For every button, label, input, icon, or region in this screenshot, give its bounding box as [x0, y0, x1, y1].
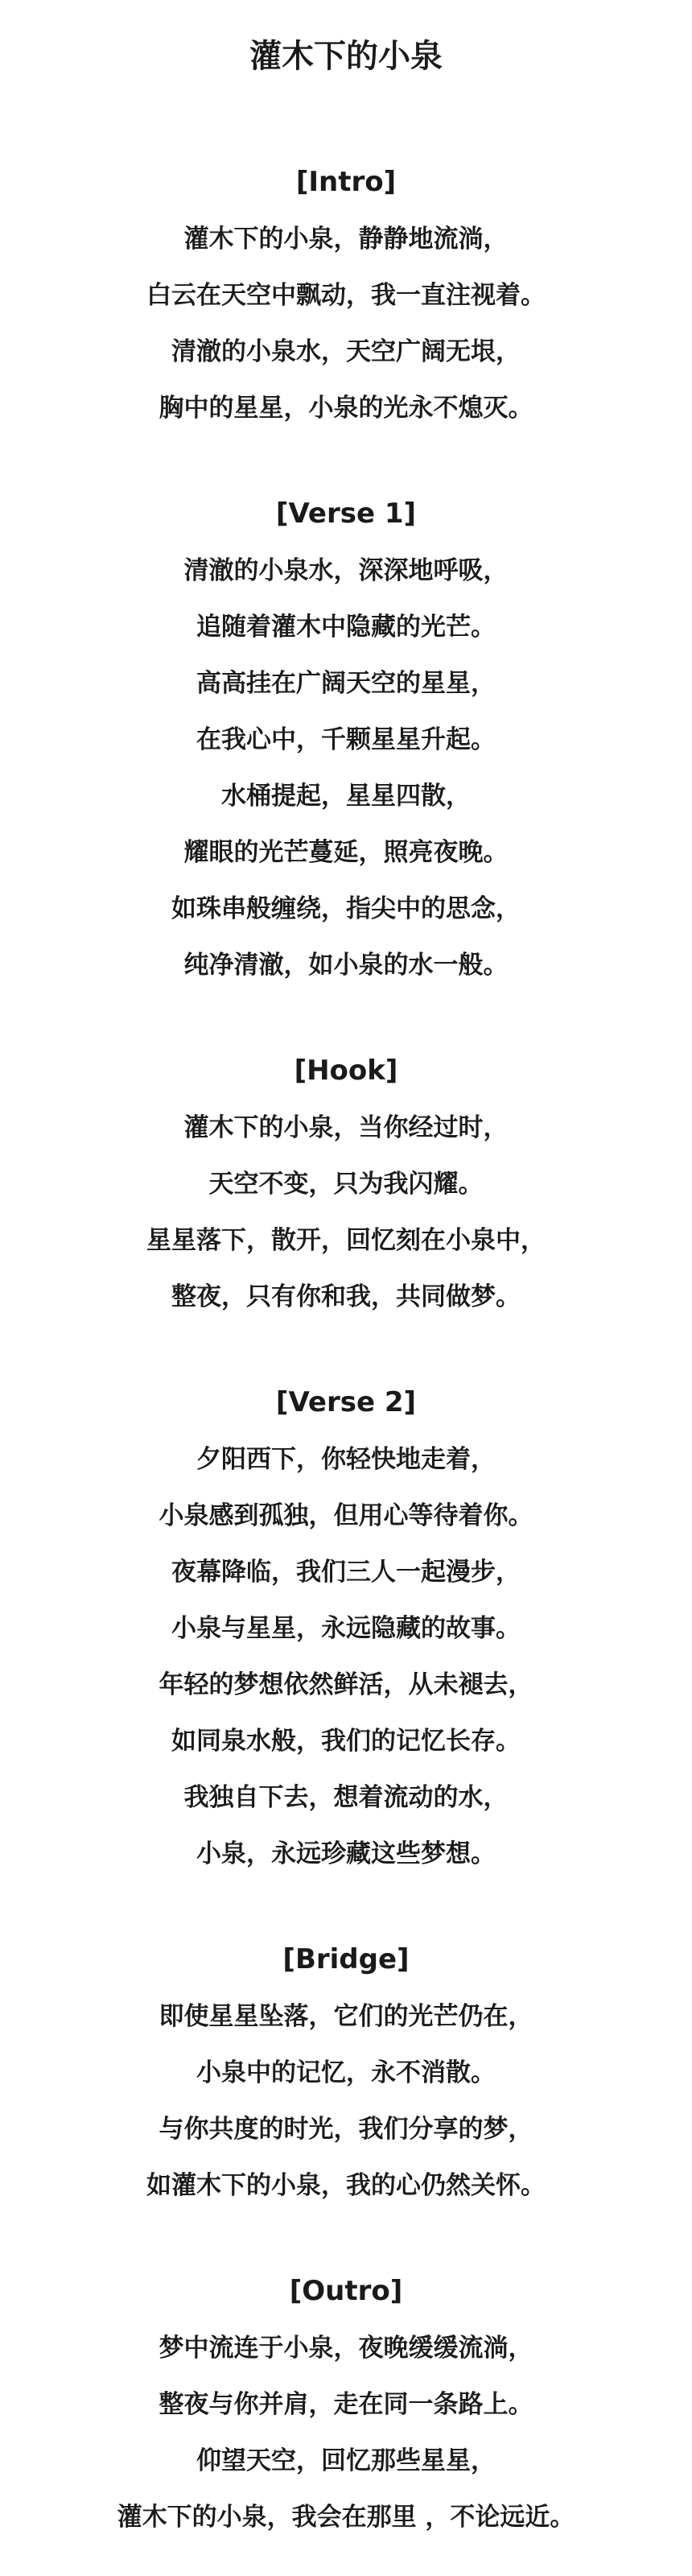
lyric-line: 纯净清澈，如小泉的水一般。 [183, 951, 509, 980]
lyric-line: 梦中流连于小泉，夜晚缓缓流淌， [159, 2334, 533, 2363]
lyric-line: 星星落下，散开，回忆刻在小泉中， [146, 1226, 546, 1255]
lyrics-section [0, 1378, 692, 1882]
lyric-line: 如珠串般缠绕，指尖中的思念， [171, 894, 521, 923]
section-header: [Hook] [294, 1055, 398, 1087]
lyrics-section [0, 1046, 692, 1325]
lyrics-section [0, 489, 692, 993]
lyric-line: 清澈的小泉水，深深地呼吸， [183, 556, 509, 585]
lyric-line: 耀眼的光芒蔓延，照亮夜晚。 [183, 838, 509, 867]
lyrics-body [0, 158, 692, 2545]
lyrics-section [0, 1935, 692, 2214]
lyric-line: 白云在天空中飘动，我一直注视着。 [146, 281, 546, 310]
lyric-line: 高高挂在广阔天空的星星， [196, 669, 496, 698]
lyric-line: 与你共度的时光，我们分享的梦， [159, 2115, 533, 2144]
lyric-line: 仰望天空，回忆那些星星， [196, 2446, 496, 2475]
lyric-line: 如同泉水般，我们的记忆长存。 [171, 1727, 521, 1756]
lyric-line: 在我心中，千颗星星升起。 [196, 725, 496, 754]
lyric-line: 夜幕降临，我们三人一起漫步， [171, 1558, 521, 1587]
lyric-line: 小泉感到孤独，但用心等待着你。 [159, 1501, 533, 1530]
lyric-line: 灌木下的小泉，当你经过时， [183, 1113, 509, 1142]
lyric-line: 天空不变，只为我闪耀。 [208, 1170, 484, 1199]
lyric-line: 年轻的梦想依然鲜活，从未褪去， [159, 1670, 533, 1699]
lyrics-section [0, 2267, 692, 2545]
lyric-line: 胸中的星星，小泉的光永不熄灭。 [159, 394, 533, 423]
lyric-line: 即使星星坠落，它们的光芒仍在， [159, 2002, 533, 2031]
lyric-line: 小泉与星星，永远隐藏的故事。 [171, 1614, 521, 1643]
lyric-line: 小泉中的记忆，永不消散。 [196, 2058, 496, 2087]
lyric-line: 水桶提起，星星四散， [221, 782, 471, 811]
section-header: [Intro] [295, 166, 397, 198]
lyric-line: 灌木下的小泉，我会在那里 ，不论远近。 [117, 2503, 575, 2532]
song-title: 灌木下的小泉 [249, 38, 443, 75]
lyric-line: 小泉，永远珍藏这些梦想。 [196, 1839, 496, 1868]
lyric-line: 清澈的小泉水，天空广阔无垠， [171, 337, 521, 366]
lyric-line: 整夜与你并肩，走在同一条路上。 [159, 2390, 533, 2419]
section-header: [Bridge] [282, 1943, 410, 1975]
lyric-line: 如灌木下的小泉，我的心仍然关怀。 [146, 2171, 546, 2200]
lyric-line: 夕阳西下，你轻快地走着， [196, 1445, 496, 1474]
section-header: [Verse 2] [275, 1386, 417, 1418]
lyrics-section [0, 158, 692, 436]
section-header: [Outro] [289, 2275, 403, 2307]
lyric-line: 灌木下的小泉，静静地流淌， [183, 225, 509, 254]
lyric-line: 我独自下去，想着流动的水， [183, 1783, 509, 1812]
lyric-line: 整夜，只有你和我，共同做梦。 [171, 1282, 521, 1311]
section-header: [Verse 1] [275, 497, 417, 530]
lyric-line: 追随着灌木中隐藏的光芒。 [196, 613, 496, 642]
